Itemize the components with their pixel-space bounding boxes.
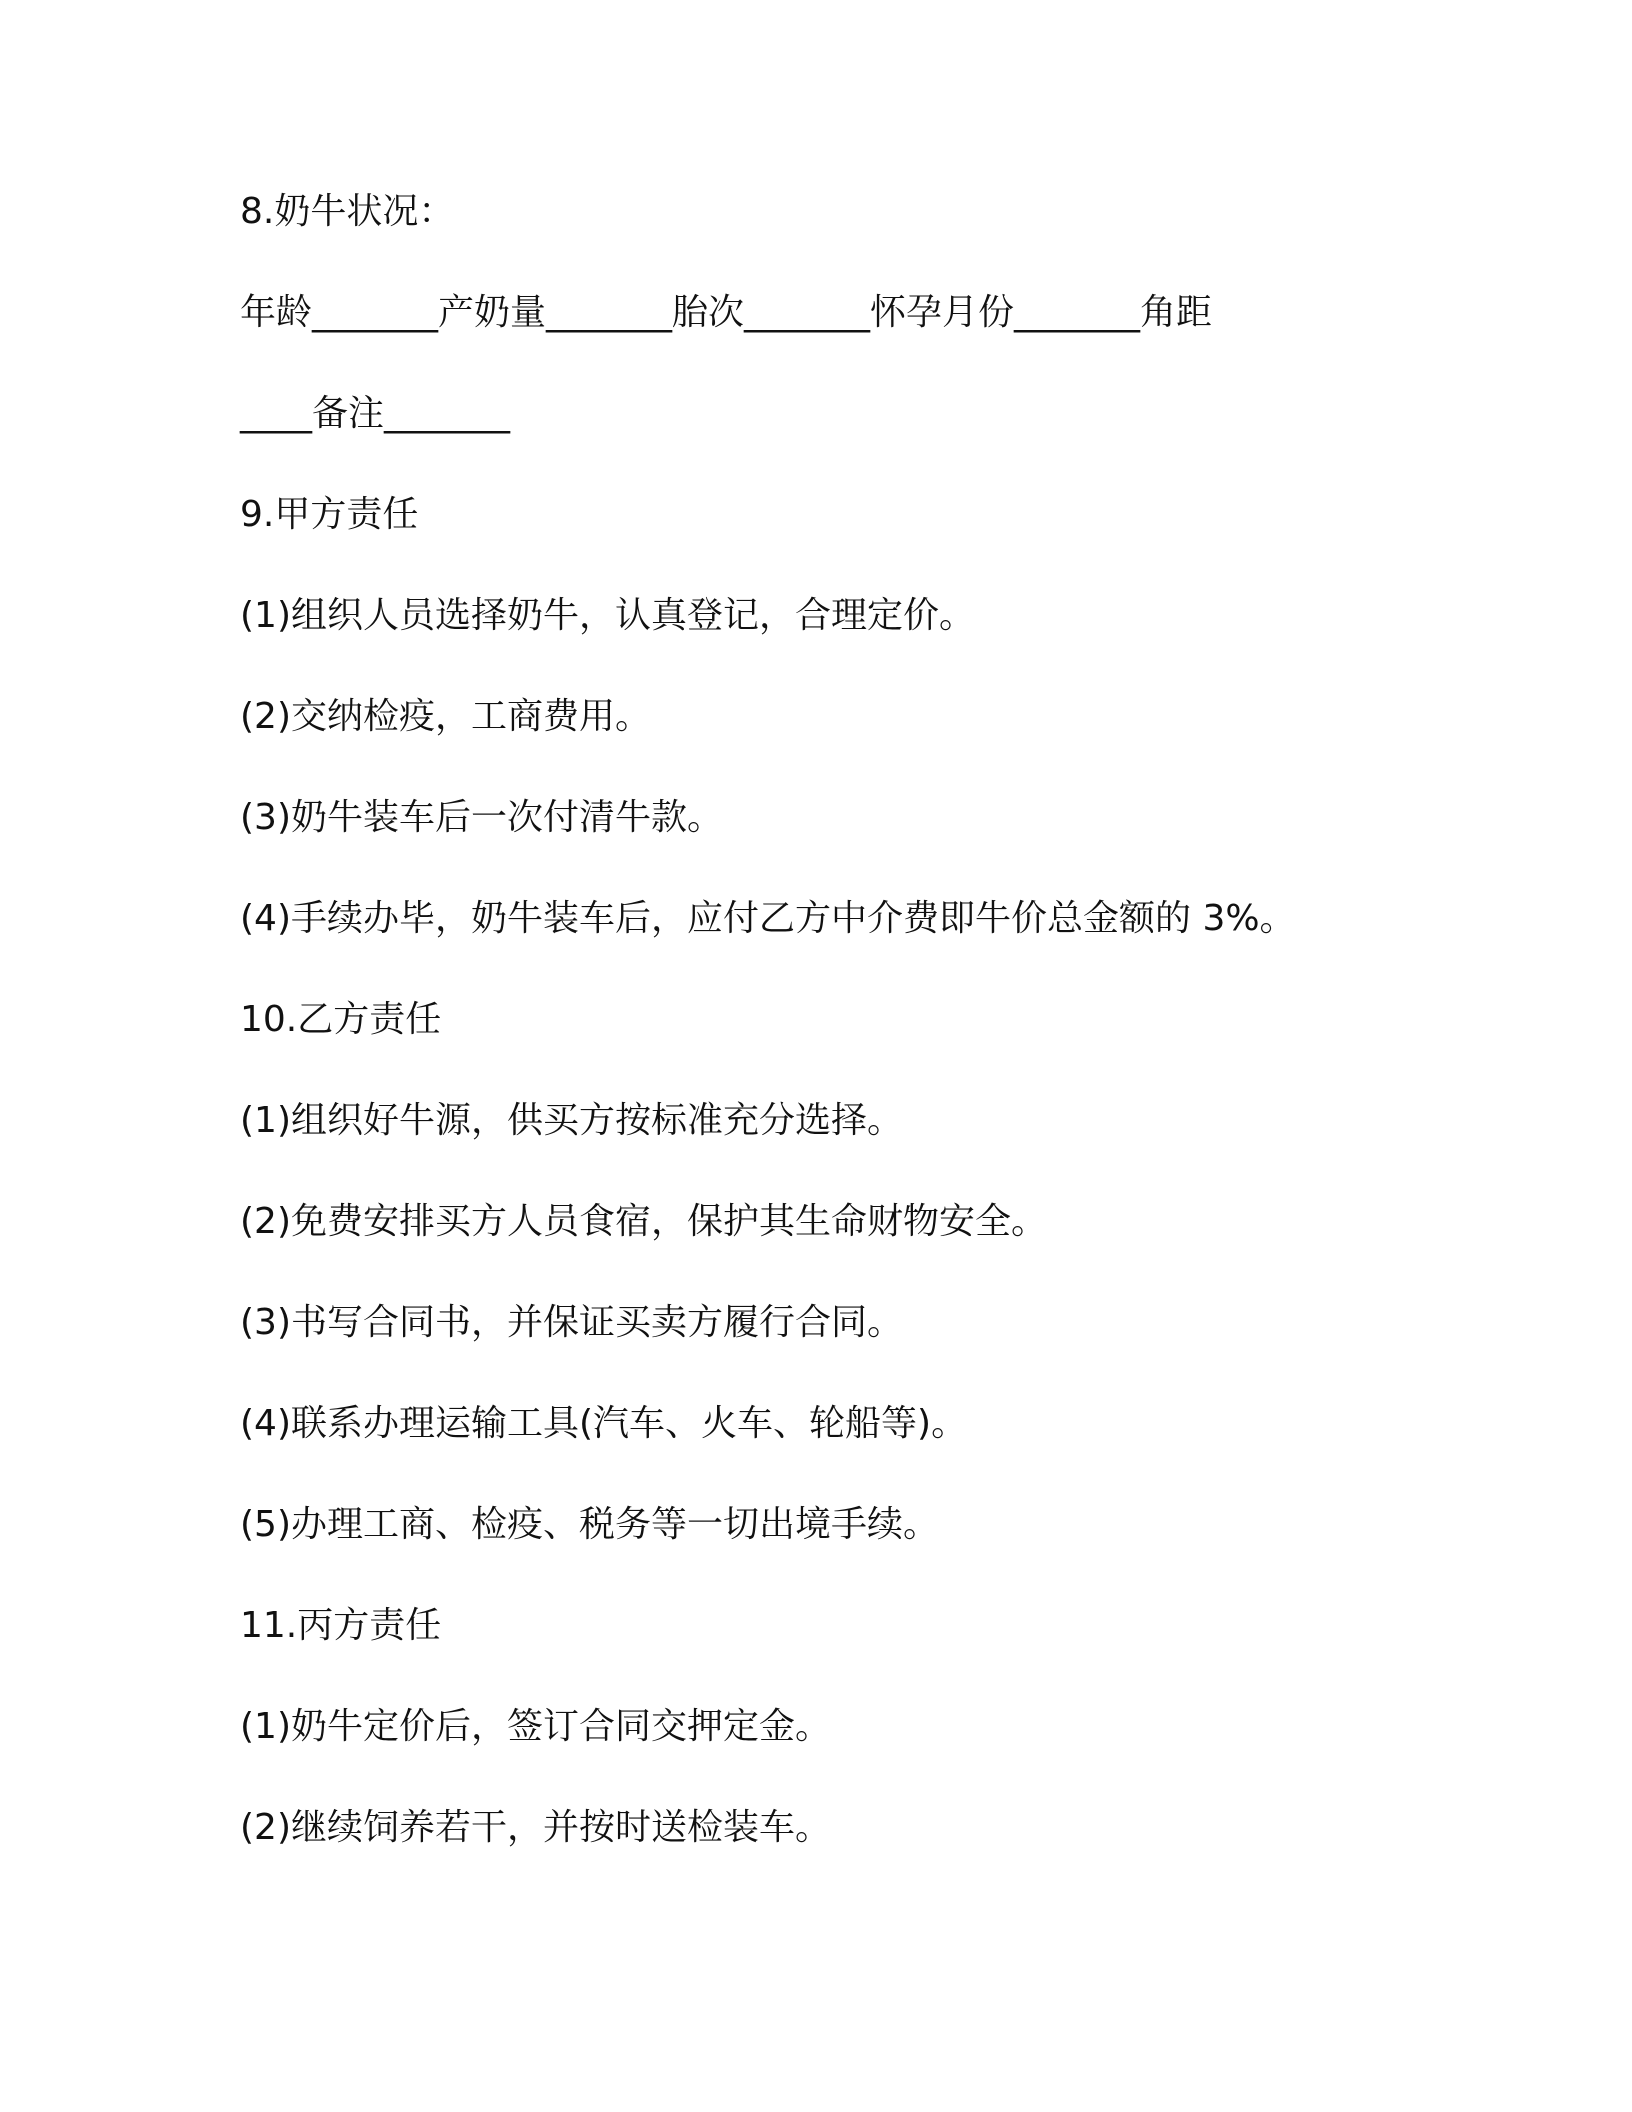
section-heading-party-c: 11.丙方责任 bbox=[240, 1605, 442, 1646]
party-c-clause-2: (2)继续饲养若干，并按时送检装车。 bbox=[240, 1807, 831, 1848]
cow-status-remarks-line: ____备注_______ bbox=[240, 393, 511, 434]
section-heading-cow-status: 8.奶牛状况： bbox=[240, 191, 455, 232]
party-b-clause-3: (3)书写合同书，并保证买卖方履行合同。 bbox=[240, 1302, 903, 1343]
party-b-clause-1: (1)组织好牛源，供买方按标准充分选择。 bbox=[240, 1100, 903, 1141]
party-a-clause-2: (2)交纳检疫，工商费用。 bbox=[240, 696, 651, 737]
party-b-clause-2: (2)免费安排买方人员食宿，保护其生命财物安全。 bbox=[240, 1201, 1047, 1242]
party-a-clause-3: (3)奶牛装车后一次付清牛款。 bbox=[240, 797, 723, 838]
party-a-clause-4: (4)手续办毕，奶牛装车后，应付乙方中介费即牛价总金额的 3%。 bbox=[240, 898, 1296, 939]
party-b-clause-4: (4)联系办理运输工具(汽车、火车、轮船等)。 bbox=[240, 1403, 968, 1444]
document-body bbox=[240, 190, 1400, 1907]
party-b-clause-5: (5)办理工商、检疫、税务等一切出境手续。 bbox=[240, 1504, 939, 1545]
cow-status-fields-line: 年龄_______产奶量_______胎次_______怀孕月份_______角距 bbox=[240, 292, 1213, 333]
party-a-clause-1: (1)组织人员选择奶牛，认真登记，合理定价。 bbox=[240, 595, 975, 636]
section-heading-party-b: 10.乙方责任 bbox=[240, 999, 442, 1040]
section-heading-party-a: 9.甲方责任 bbox=[240, 494, 419, 535]
party-c-clause-1: (1)奶牛定价后，签订合同交押定金。 bbox=[240, 1706, 831, 1747]
